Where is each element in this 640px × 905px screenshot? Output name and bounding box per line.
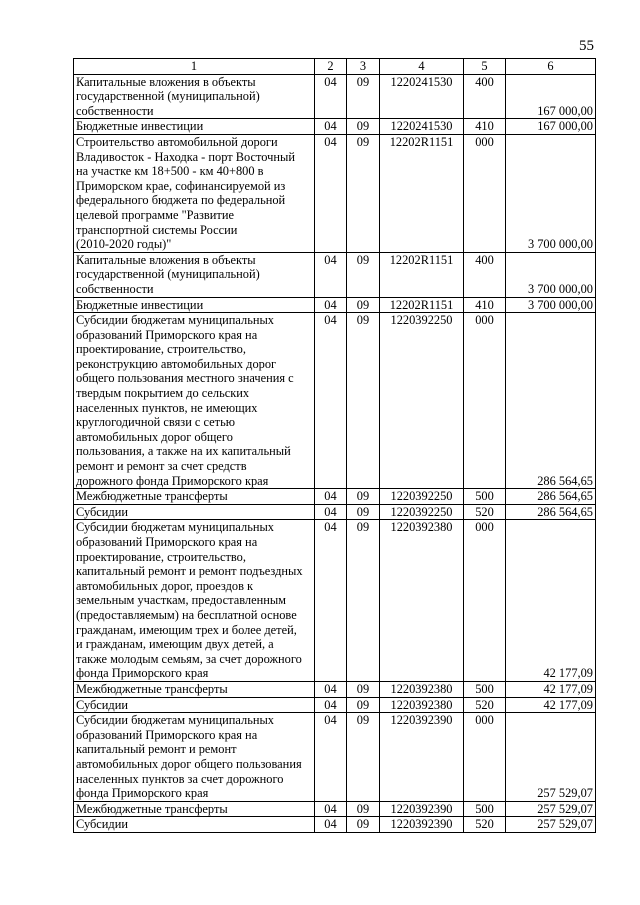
expense-type-cell: 000 — [464, 134, 506, 252]
target-article-cell: 1220392380 — [380, 520, 464, 682]
row-name-cell: Бюджетные инвестиции — [74, 297, 315, 313]
subsection-code-cell: 09 — [347, 297, 380, 313]
section-code-cell: 04 — [315, 801, 347, 817]
subsection-code-cell: 09 — [347, 697, 380, 713]
amount-cell: 286 564,65 — [506, 489, 596, 505]
subsection-code-cell: 09 — [347, 74, 380, 119]
table-row — [74, 134, 596, 252]
row-name-cell: Капитальные вложения в объекты государственной (муниципальной) собственности — [74, 252, 315, 297]
amount-cell: 257 529,07 — [506, 817, 596, 833]
target-article-cell: 1220392250 — [380, 504, 464, 520]
target-article-cell: 1220392380 — [380, 697, 464, 713]
row-name-cell: Капитальные вложения в объекты государственной (муниципальной) собственности — [74, 74, 315, 119]
amount-cell: 257 529,07 — [506, 713, 596, 802]
section-code-cell: 04 — [315, 313, 347, 489]
expense-type-cell: 000 — [464, 713, 506, 802]
table-row — [74, 119, 596, 135]
target-article-cell: 12202R1151 — [380, 134, 464, 252]
subsection-code-cell: 09 — [347, 119, 380, 135]
expense-type-cell: 000 — [464, 313, 506, 489]
header-row — [74, 59, 596, 75]
amount-cell: 42 177,09 — [506, 681, 596, 697]
amount-cell: 3 700 000,00 — [506, 297, 596, 313]
amount-cell: 3 700 000,00 — [506, 252, 596, 297]
row-name-cell: Субсидии бюджетам муниципальных образований Приморского края на проектирование, строительство, капитальный ремонт и ремонт подъездных автомобильных дорог, проездов к земельным участкам, предоставленным (предоставляемым) на бесплатной основе гражданам, имеющим трех и более детей, и гражданам, имеющим двух детей, а также молодым семьям, за счет дорожного фонда Приморского края — [74, 520, 315, 682]
header-cell-name: 1 — [74, 59, 315, 75]
section-code-cell: 04 — [315, 297, 347, 313]
section-code-cell: 04 — [315, 134, 347, 252]
target-article-cell: 1220392250 — [380, 313, 464, 489]
section-code-cell: 04 — [315, 74, 347, 119]
amount-cell: 167 000,00 — [506, 119, 596, 135]
table-row — [74, 817, 596, 833]
row-name-cell: Межбюджетные трансферты — [74, 801, 315, 817]
expense-type-cell: 410 — [464, 119, 506, 135]
page-number: 55 — [579, 38, 594, 54]
target-article-cell: 1220392390 — [380, 817, 464, 833]
subsection-code-cell: 09 — [347, 489, 380, 505]
table-row — [74, 313, 596, 489]
expense-type-cell: 500 — [464, 801, 506, 817]
target-article-cell: 1220392250 — [380, 489, 464, 505]
target-article-cell: 1220392390 — [380, 801, 464, 817]
amount-cell: 42 177,09 — [506, 520, 596, 682]
amount-cell: 257 529,07 — [506, 801, 596, 817]
target-article-cell: 1220241530 — [380, 74, 464, 119]
target-article-cell: 1220392390 — [380, 713, 464, 802]
table-row — [74, 520, 596, 682]
subsection-code-cell: 09 — [347, 252, 380, 297]
section-code-cell: 04 — [315, 681, 347, 697]
row-name-cell: Межбюджетные трансферты — [74, 489, 315, 505]
section-code-cell: 04 — [315, 713, 347, 802]
expense-type-cell: 400 — [464, 74, 506, 119]
table-row — [74, 504, 596, 520]
table-row — [74, 297, 596, 313]
target-article-cell: 12202R1151 — [380, 297, 464, 313]
row-name-cell: Субсидии бюджетам муниципальных образований Приморского края на проектирование, строительство, реконструкцию автомобильных дорог общего пользования местного значения с твердым покрытием до сельских населенных пунктов, не имеющих круглогодичной связи с сетью автомобильных дорог общего пользования, а также на их капитальный ремонт и ремонт за счет средств дорожного фонда Приморского края — [74, 313, 315, 489]
section-code-cell: 04 — [315, 817, 347, 833]
section-code-cell: 04 — [315, 504, 347, 520]
amount-cell: 3 700 000,00 — [506, 134, 596, 252]
subsection-code-cell: 09 — [347, 134, 380, 252]
table-row — [74, 489, 596, 505]
header-cell-subsection: 3 — [347, 59, 380, 75]
amount-cell: 286 564,65 — [506, 504, 596, 520]
row-name-cell: Строительство автомобильной дороги Владивосток - Находка - порт Восточный на участке км 18+500 - км 40+800 в Приморском крае, софинансируемой из федерального бюджета по федеральной целевой программе "Развитие транспортной системы России (2010-2020 годы)" — [74, 134, 315, 252]
target-article-cell: 1220392380 — [380, 681, 464, 697]
target-article-cell: 12202R1151 — [380, 252, 464, 297]
subsection-code-cell: 09 — [347, 713, 380, 802]
section-code-cell: 04 — [315, 119, 347, 135]
table-row — [74, 697, 596, 713]
subsection-code-cell: 09 — [347, 504, 380, 520]
expense-type-cell: 400 — [464, 252, 506, 297]
table-row — [74, 801, 596, 817]
table-row — [74, 252, 596, 297]
header-cell-amount: 6 — [506, 59, 596, 75]
budget-table — [73, 58, 596, 833]
section-code-cell: 04 — [315, 697, 347, 713]
row-name-cell: Межбюджетные трансферты — [74, 681, 315, 697]
section-code-cell: 04 — [315, 520, 347, 682]
expense-type-cell: 520 — [464, 504, 506, 520]
table-row — [74, 681, 596, 697]
amount-cell: 42 177,09 — [506, 697, 596, 713]
table-row — [74, 713, 596, 802]
amount-cell: 167 000,00 — [506, 74, 596, 119]
section-code-cell: 04 — [315, 489, 347, 505]
header-cell-expense-type: 5 — [464, 59, 506, 75]
subsection-code-cell: 09 — [347, 520, 380, 682]
target-article-cell: 1220241530 — [380, 119, 464, 135]
subsection-code-cell: 09 — [347, 801, 380, 817]
subsection-code-cell: 09 — [347, 313, 380, 489]
header-cell-section: 2 — [315, 59, 347, 75]
expense-type-cell: 500 — [464, 489, 506, 505]
row-name-cell: Субсидии бюджетам муниципальных образований Приморского края на капитальный ремонт и ремонт автомобильных дорог общего пользования населенных пунктов за счет дорожного фонда Приморского края — [74, 713, 315, 802]
subsection-code-cell: 09 — [347, 681, 380, 697]
section-code-cell: 04 — [315, 252, 347, 297]
row-name-cell: Субсидии — [74, 697, 315, 713]
expense-type-cell: 000 — [464, 520, 506, 682]
budget-table-body — [74, 59, 596, 833]
expense-type-cell: 520 — [464, 817, 506, 833]
expense-type-cell: 500 — [464, 681, 506, 697]
expense-type-cell: 410 — [464, 297, 506, 313]
table-row — [74, 74, 596, 119]
row-name-cell: Субсидии — [74, 817, 315, 833]
expense-type-cell: 520 — [464, 697, 506, 713]
subsection-code-cell: 09 — [347, 817, 380, 833]
row-name-cell: Субсидии — [74, 504, 315, 520]
amount-cell: 286 564,65 — [506, 313, 596, 489]
header-cell-target-article: 4 — [380, 59, 464, 75]
row-name-cell: Бюджетные инвестиции — [74, 119, 315, 135]
